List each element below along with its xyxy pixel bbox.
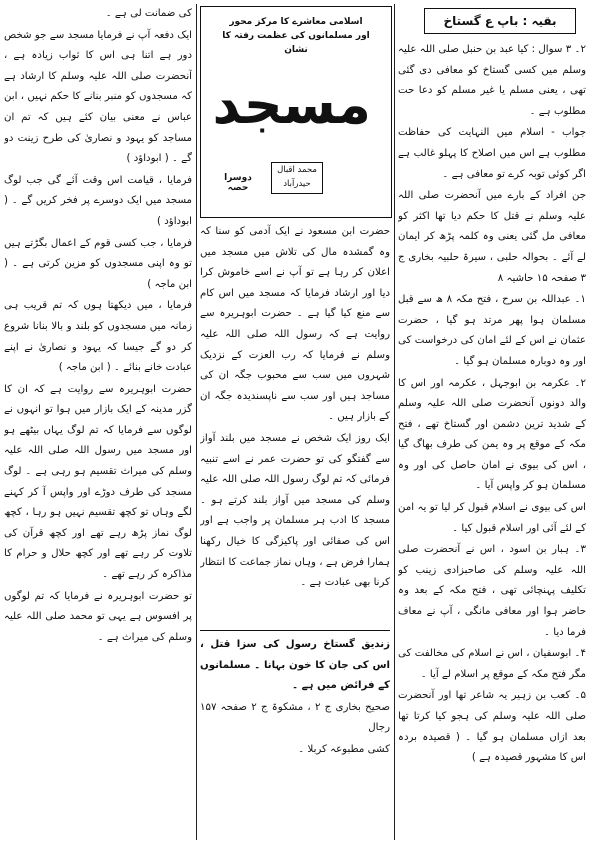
paragraph: ایک دفعہ آپ نے فرمایا مسجد سے جو شخص دور ہے اتنا ہی اس کا ثواب زیادہ ہے ، آنحضرت صلی اللہ علیہ وسلم کا ارشاد ہے کہ مسجدوں کو منبر بنانے کا حکم نہیں ، ابن عباس نے معنی بیان کئے ہیں کہ تم ان مساجد کو یہود و نصاریٰ کی طرح زینت دو گے ۔ ( ابوداؤد )	[4, 29, 192, 165]
column-divider	[196, 4, 197, 840]
paragraph: ۳۔ ہبار بن اسود ، اس نے آنحضرت صلی اللہ علیہ وسلم کی صاحبزادی زینب کو تکلیف پہنچائی تھی ، فتح مکہ کے بعد وہ حاضر ہوا اور معافی مانگی ، آپ نے معاف فرما دیا ۔	[398, 544, 586, 638]
article-heading: بقیہ : باپ ع گستاخ	[424, 8, 576, 34]
masthead	[200, 6, 392, 218]
paragraph: جن افراد کے بارے میں آنحضرت صلی اللہ علیہ وسلم نے قتل کا حکم دیا تھا اکثر کو معافی مل گئی یعنی وہ کلمہ پڑھ کر ایمان لے آئے ۔ بحوالہ حلبی ، سیرۃ حلبیہ بخاری ج ۳ صفحہ ۱۵ حاشیہ ۸	[398, 190, 586, 284]
column-divider	[394, 4, 395, 840]
paragraph: حضرت ابوہریرہ سے روایت ہے کہ ان کا گزر مدینہ کے ایک بازار میں ہوا تو انہوں نے لوگوں سے فرمایا کہ تم لوگ یہاں بیٹھے ہو اور مسجد میں رسول اللہ صلی اللہ علیہ وسلم کی میراث تقسیم ہو رہی ہے ۔ لوگ مسجد کی طرف دوڑے اور واپس آ کر کہنے لگے وہاں تو کچھ تقسیم نہیں ہو رہا ، کچھ لوگ نماز پڑھ رہے تھے اور کچھ قرآن کی تلاوت کر رہے تھے اور کچھ حلال و حرام کا مذاکرہ کر رہے تھے ۔	[4, 383, 192, 581]
paragraph: جواب - اسلام میں النہایت کی حفاظت مطلوب ہے اس میں اصلاح کا پہلو غالب ہے اگر کوئی توبہ کرے تو معافی ہے ۔	[398, 127, 586, 180]
note-heading: زندیق گستاخ رسول کی سزا قتل ، اس کی جان کا خون بہانا ۔ مسلمانوں کے فرائض میں ہے ۔	[200, 639, 390, 692]
masthead-title: مسجد	[212, 73, 371, 136]
left-column	[4, 4, 192, 840]
paragraph: فرمایا ، قیامت اس وقت آئے گی جب لوگ مسجد میں ایک دوسرے پر فخر کریں گے ۔ ( ابوداؤد )	[4, 174, 192, 227]
part-label: دوسرا حصہ	[224, 173, 252, 193]
paragraph: ۲۔ عکرمہ بن ابوجہل ، عکرمہ اور اس کا والد دونوں آنحضرت صلی اللہ علیہ وسلم کے شدید ترین دشمن اور گستاخ تھے ، فتح مکہ کے موقع پر وہ یمن کی طرف بھاگ گیا ، اس کی بیوی نے امان حاصل کی اور وہ مسلمان ہو کر واپس آیا ۔	[398, 377, 586, 492]
paragraph: ۴۔ ابوسفیان ، اس نے اسلام کی مخالفت کی مگر فتح مکہ کے موقع پر اسلام لے آیا ۔	[398, 648, 586, 680]
paragraph: کی ضمانت لی ہے ۔	[105, 8, 192, 19]
paragraph: ۲۔ ۳ سوال : کیا عبد بن حنبل صلی اللہ علیہ وسلم میں کسی گستاخ کو معافی دی گئی تھی ، یعنی مسلم یا غیر مسلم کو دعا حت مطلوب ہے ۔	[398, 44, 586, 117]
paragraph: فرمایا ، میں دیکھتا ہوں کہ تم قریب ہی زمانہ میں مسجدوں کو بلند و بالا بنانا شروع کر دو گے جیسا کہ یہود و نصاریٰ نے اپنے عبادت خانے بنائے ۔ ( ابن ماجہ )	[4, 300, 192, 374]
paragraph: ایک روز ایک شخص نے مسجد میں بلند آواز سے گفتگو کی تو حضرت عمر نے اسے تنبیہ فرمائی کہ تم لوگ رسول اللہ صلی اللہ علیہ وسلم کی مسجد میں آواز بلند کرتے ہو ۔ مسجد کا ادب ہر مسلمان پر واجب ہے اور اس کی صفائی اور پاکیزگی کا خیال رکھنا ہمارا فرض ہے ، وہاں نماز جماعت کا انتظار کرنا بھی عبادت ہے ۔	[200, 432, 390, 589]
note-box	[200, 630, 390, 840]
middle-column	[200, 222, 390, 622]
right-column	[398, 40, 586, 840]
paragraph: حضرت ابن مسعود نے ایک آدمی کو سنا کہ وہ گمشدہ مال کی تلاش میں مسجد میں اعلان کر رہا ہے تو آپ نے اسے خاموش کرا دیا اور ارشاد فرمایا کہ مسجد میں اس کام سے منع کیا گیا ہے ۔ حضرت ابوہریرہ سے روایت ہے کہ رسول اللہ صلی اللہ علیہ وسلم نے فرمایا کہ رب العزت کے نزدیک شہروں میں سب سے محبوب جگہ ان کی مساجد ہیں اور سب سے ناپسندیدہ جگہ ان کے بازار ہیں ۔	[200, 226, 390, 423]
paragraph: تو حضرت ابوہریرہ نے فرمایا کہ تم لوگوں پر افسوس ہے یہی تو محمد صلی اللہ علیہ وسلم کی میراث ہے ۔	[4, 590, 192, 643]
masthead-tagline: اسلامی معاشرے کا مرکز محور اور مسلمانوں کی عظمت رفتہ کا نشان	[222, 17, 370, 55]
paragraph: ۵۔ کعب بن زہیر یہ شاعر تھا اور آنحضرت صلی اللہ علیہ وسلم کی ہجو کیا کرتا تھا بعد ازاں مسلمان ہو گیا ۔ ( قصیدہ بردہ اس کا مشہور قصیدہ ہے )	[398, 690, 586, 764]
author-byline: محمد اقبال حیدرآباد	[271, 162, 323, 194]
note-reference: صحیح بخاری ج ۲ ، مشکوۃ ج ۲ صفحہ ۱۵۷ رجال	[200, 701, 390, 734]
paragraph: اس کی بیوی نے اسلام قبول کر لیا تو یہ امن کے لئے آئی اور اسلام قبول کیا ۔	[398, 502, 586, 534]
paragraph: فرمایا ، جب کسی قوم کے اعمال بگڑتے ہیں تو وہ اپنی مسجدوں کو مزین کرتی ہے ۔ ( ابن ماجہ )	[4, 237, 192, 290]
note-closing: کشی مطبوعہ کربلا ۔	[298, 743, 390, 755]
paragraph: ۱۔ عبداللہ بن سرح ، فتح مکہ ۸ ھ سے قبل مسلمان ہوا پھر مرتد ہو گیا ، حضرت عثمان نے اس کے لئے امان کی درخواست کی اور وہ دوبارہ مسلمان ہو گیا ۔	[398, 294, 586, 367]
